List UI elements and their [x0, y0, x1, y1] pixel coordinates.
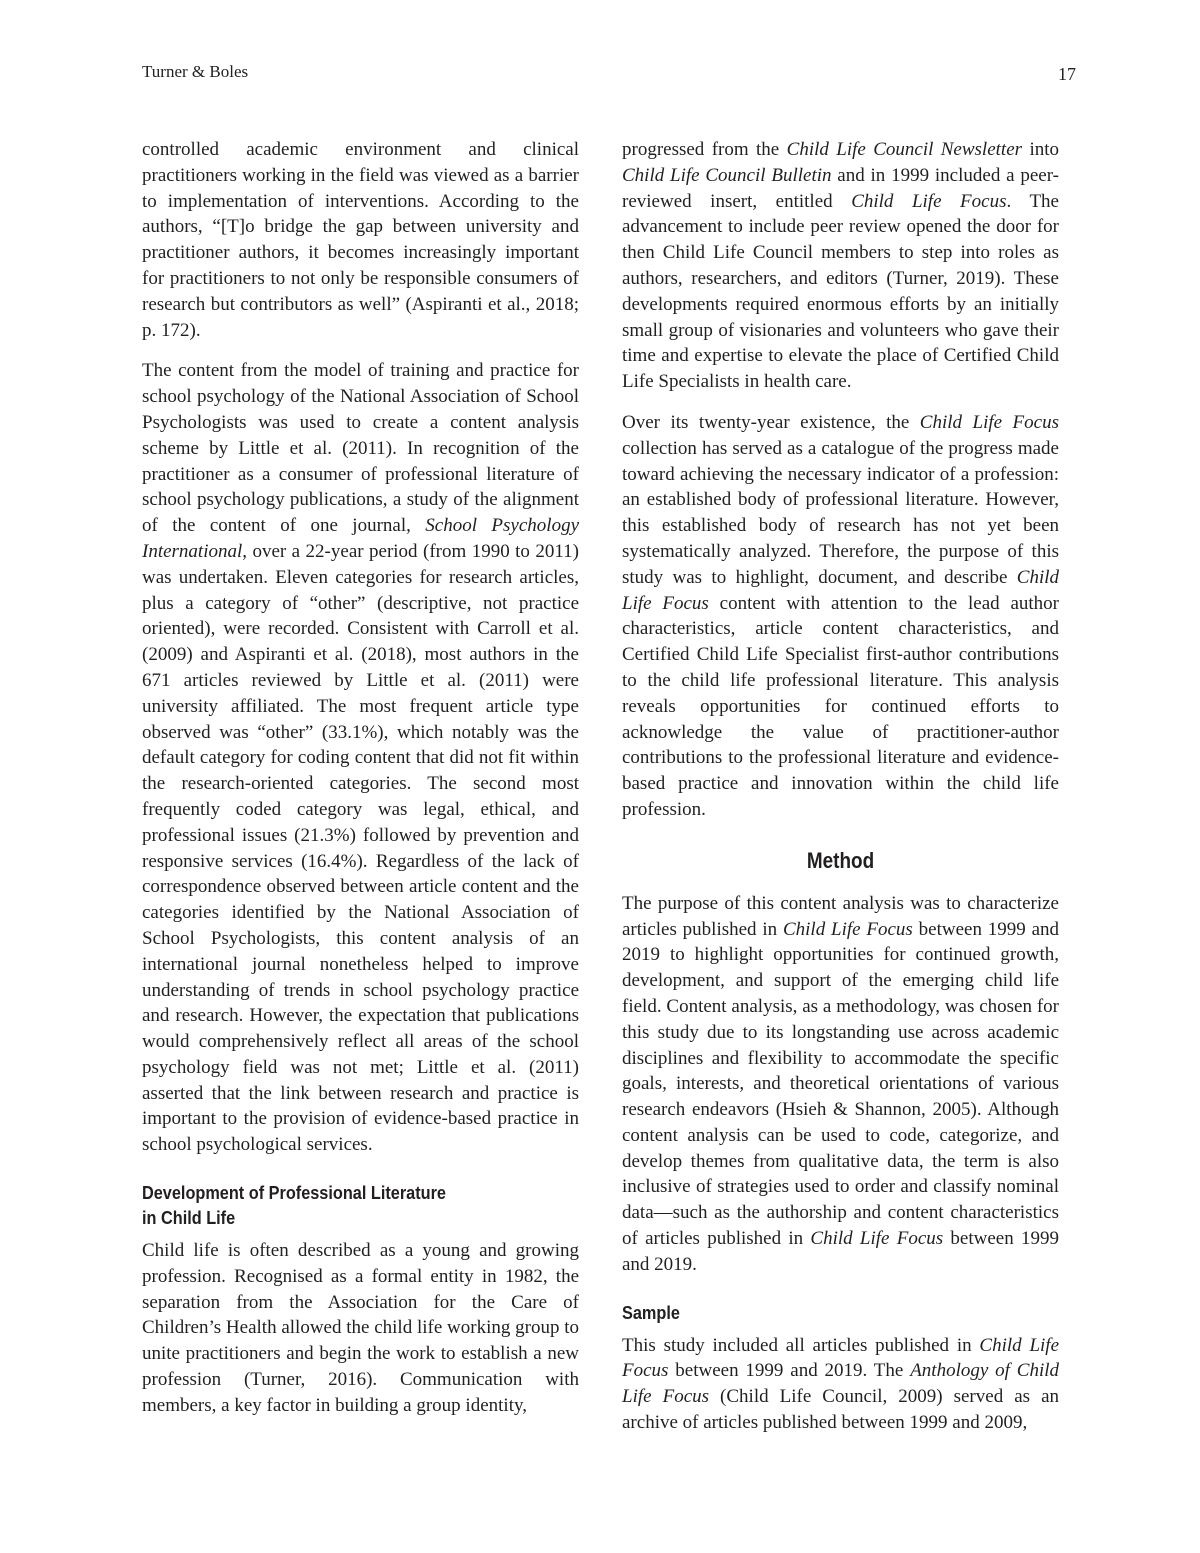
paragraph-child-life-profession: Child life is often described as a young and growing profession. Recognised as a formal entity in 1982, the separation from the Association for the Care of Children’s Health allowed the child life working group to unite practitioners and begin the work to establish a new profession (Turner, 2016). Communication with members, a key factor in building a group identity,	[142, 1240, 579, 1416]
paragraph-content-analysis: The purpose of this content analysis was to characterize articles published in Child Life Focus between 1999 and 2019 to highlight opportunities for continued growth, development, and support of the emerging child life field. Content analysis, as a methodology, was chosen for this study due to its longstanding use across academic disciplines and flexibility to accommodate the specific goals, interests, and theoretical orientations of various research endeavors (Hsieh & Shannon, 2005). Although content analysis can be used to code, categorize, and develop themes from qualitative data, the term is also inclusive of strategies used to order and classify nominal data—such as the authorship and content characteristics of articles published in Child Life Focus between 1999 and 2019.	[622, 892, 1059, 1275]
paragraph-sample: This study included all articles published in Child Life Focus between 1999 and 2019. The Anthology of Child Life Focus (Child Life Council, 2009) served as an archive of articles published between 1999 and 2009,	[622, 1334, 1060, 1434]
running-head: Turner & Boles	[142, 62, 249, 81]
paragraph-aspiranti-quote: controlled academic environment and clinical practitioners working in the field was viewed as a barrier to implementation of interventions. According to the authors, “[T]o bridge the gap between university and practitioner authors, it becomes increasingly important for practitioners to not only be responsible consumers of research but contributors as well” (Aspiranti et al., 2018; p. 172).	[142, 139, 579, 341]
page-number: 17	[1058, 64, 1076, 84]
right-column	[622, 137, 1059, 1451]
paragraph-newsletter-history: progressed from the Child Life Council Newsletter into Child Life Council Bulletin and in 1999 included a peer-reviewed insert, entitled Child Life Focus. The advancement to include peer review opened the door for then Child Life Council members to step into roles as authors, researchers, and editors (Turner, 2019). These developments required enormous efforts by an initially small group of visionaries and volunteers who gave their time and expertise to elevate the place of Certified Child Life Specialists in health care.	[622, 139, 1059, 393]
paragraph-school-psychology: The content from the model of training and practice for school psychology of the National Association of School Psychologists was used to create a content analysis scheme by Little et al. (2011). In recognition of the practitioner as a consumer of professional literature of school psychology publications, a study of the alignment of the content of one journal, School Psychology International, over a 22-year period (from 1990 to 2011) was undertaken. Eleven categories for research articles, plus a category of “other” (descriptive, not practice oriented), were recorded. Consistent with Carroll et al. (2009) and Aspiranti et al. (2018), most authors in the 671 articles reviewed by Little et al. (2011) were university affiliated. The most frequent article type observed was “other” (33.1%), which notably was the default category for coding content that did not fit within the research-oriented categories. The second most frequently coded category was legal, ethical, and professional issues (21.3%) followed by prevention and responsive services (16.4%). Regardless of the lack of correspondence observed between article content and the categories identified by the National Association of School Psychologists, this content analysis of an international journal nonetheless helped to improve understanding of trends in school psychology practice and research. However, the expectation that publications would comprehensively reflect all areas of the school psychology field was not met; Little et al. (2011) asserted that the link between research and practice is important to the provision of evidence-based practice in school psychological services.	[142, 360, 580, 1156]
subheading-development-literature: Development of Professional Literature in Child Life	[142, 1182, 446, 1229]
section-heading-method: Method	[806, 847, 875, 873]
subheading-sample: Sample	[622, 1301, 680, 1323]
left-column	[142, 137, 579, 1434]
paragraph-study-purpose: Over its twenty-year existence, the Child Life Focus collection has served as a catalogue of the progress made toward achieving the necessary indicator of a profession: an established body of professional literature. However, this established body of research has not yet been systematically analyzed. Therefore, the purpose of this study was to highlight, document, and describe Child Life Focus content with attention to the lead author characteristics, article content characteristics, and Certified Child Life Specialist first-author contributions to the child life professional literature. This analysis reveals opportunities for continued efforts to acknowledge the value of practitioner-author contributions to the professional literature and evidence-based practice and innovation within the child life profession.	[622, 411, 1059, 820]
